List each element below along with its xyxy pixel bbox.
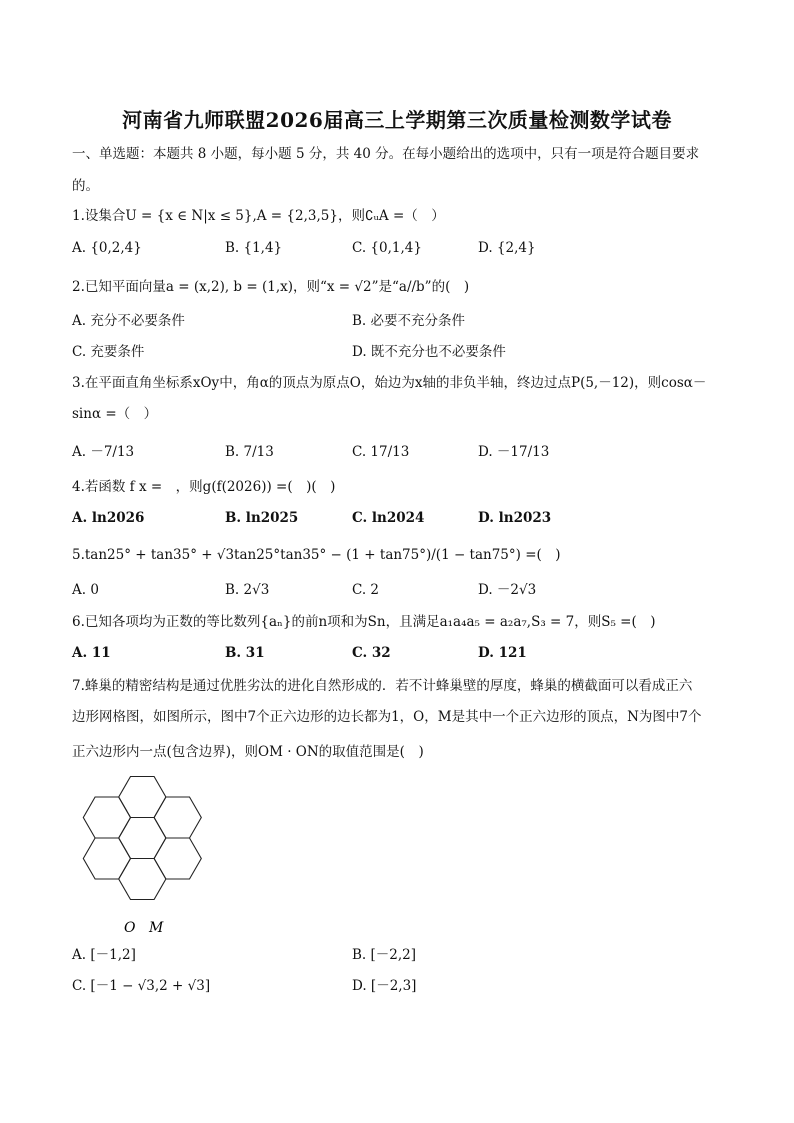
hexagon-center — [119, 818, 166, 859]
q1-option-d: D. {2,4} — [478, 240, 536, 256]
point-o-label: O — [124, 920, 136, 936]
q5-option-d: D. －2√3 — [478, 582, 537, 598]
q1-option-c: C. {0,1,4} — [352, 240, 422, 256]
q3-option-b: B. 7/13 — [225, 444, 274, 460]
q7-option-c: C. [－1 − √3,2 + √3] — [72, 978, 211, 994]
q4-option-b: B. ln2025 — [225, 510, 299, 526]
q2-option-d: D. 既不充分也不必要条件 — [352, 344, 506, 360]
q2-option-c: C. 充要条件 — [72, 344, 145, 360]
q7-option-d: D. [－2,3] — [352, 978, 417, 994]
q5-option-a: A. 0 — [72, 582, 99, 598]
hexagon-upper-right — [154, 797, 201, 838]
question-7-stem-line2: 边形网格图，如图所示，图中7个正六边形的边长都为1，O，M是其中一个正六边形的顶点，N为图中7个 — [72, 709, 702, 725]
q6-option-a: A. 11 — [72, 645, 111, 661]
hexagon-upper-left — [83, 797, 130, 838]
question-6-stem: 6.已知各项均为正数的等比数列{aₙ}的前n项和为Sn，且满足a₁a₄a₅ = a₂a₇,S₃ = 7，则S₅ =( ) — [72, 614, 656, 630]
section-heading-line2: 的。 — [72, 178, 99, 194]
point-m-label: M — [149, 920, 164, 936]
question-3-stem-line2: sinα =（ ） — [72, 406, 158, 422]
q3-option-a: A. －7/13 — [72, 444, 135, 460]
hexagon-bottom — [119, 859, 166, 900]
q5-option-c: C. 2 — [352, 582, 380, 598]
q4-option-a: A. ln2026 — [72, 510, 145, 526]
q6-option-c: C. 32 — [352, 645, 391, 661]
q6-option-d: D. 121 — [478, 645, 527, 661]
q1-option-a: A. {0,2,4} — [72, 240, 142, 256]
q7-option-a: A. [－1,2] — [72, 947, 136, 963]
question-2-stem: 2.已知平面向量a = (x,2), b = (1,x)，则“x = √2”是“a//b”的( ) — [72, 279, 470, 295]
question-7-stem-line1: 7.蜂巢的精密结构是通过优胜劣汰的进化自然形成的．若不计蜂巢壁的厚度，蜂巢的横截面可以看成正六 — [72, 678, 693, 694]
q5-option-b: B. 2√3 — [225, 582, 270, 598]
q1-option-b: B. {1,4} — [225, 240, 283, 256]
q7-option-b: B. [－2,2] — [352, 947, 417, 963]
q6-option-b: B. 31 — [225, 645, 265, 661]
hexagon-lower-right — [154, 838, 201, 879]
honeycomb-figure — [66, 770, 218, 938]
hexagon-top — [119, 777, 166, 818]
question-5-stem: 5.tan25° + tan35° + √3tan25°tan35° − (1 + tan75°)/(1 − tan75°) =( ) — [72, 547, 561, 563]
hexagon-lower-left — [83, 838, 130, 879]
question-1-stem: 1.设集合U = {x ∈ N|x ≤ 5},A = {2,3,5}，则∁ᵤA =（ ） — [72, 208, 445, 224]
q3-option-c: C. 17/13 — [352, 444, 410, 460]
question-3-stem-line1: 3.在平面直角坐标系xOy中，角α的顶点为原点O，始边为x轴的非负半轴，终边过点P(5,－12)，则cosα－ — [72, 375, 707, 391]
q4-option-d: D. ln2023 — [478, 510, 552, 526]
q2-option-b: B. 必要不充分条件 — [352, 313, 466, 329]
q3-option-d: D. －17/13 — [478, 444, 550, 460]
q4-option-c: C. ln2024 — [352, 510, 425, 526]
question-7-stem-line3: 正六边形内一点(包含边界)，则OM · ON的取值范围是( ) — [72, 744, 424, 760]
question-4-stem: 4.若函数 f x = ，则g(f(2026)) =( )( ) — [72, 479, 336, 495]
page-title: 河南省九师联盟2026届高三上学期第三次质量检测数学试卷 — [122, 108, 672, 132]
q2-option-a: A. 充分不必要条件 — [72, 313, 185, 329]
section-heading-line1: 一、单选题：本题共 8 小题，每小题 5 分，共 40 分。在每小题给出的选项中，只有一项是符合题目要求 — [72, 146, 700, 162]
